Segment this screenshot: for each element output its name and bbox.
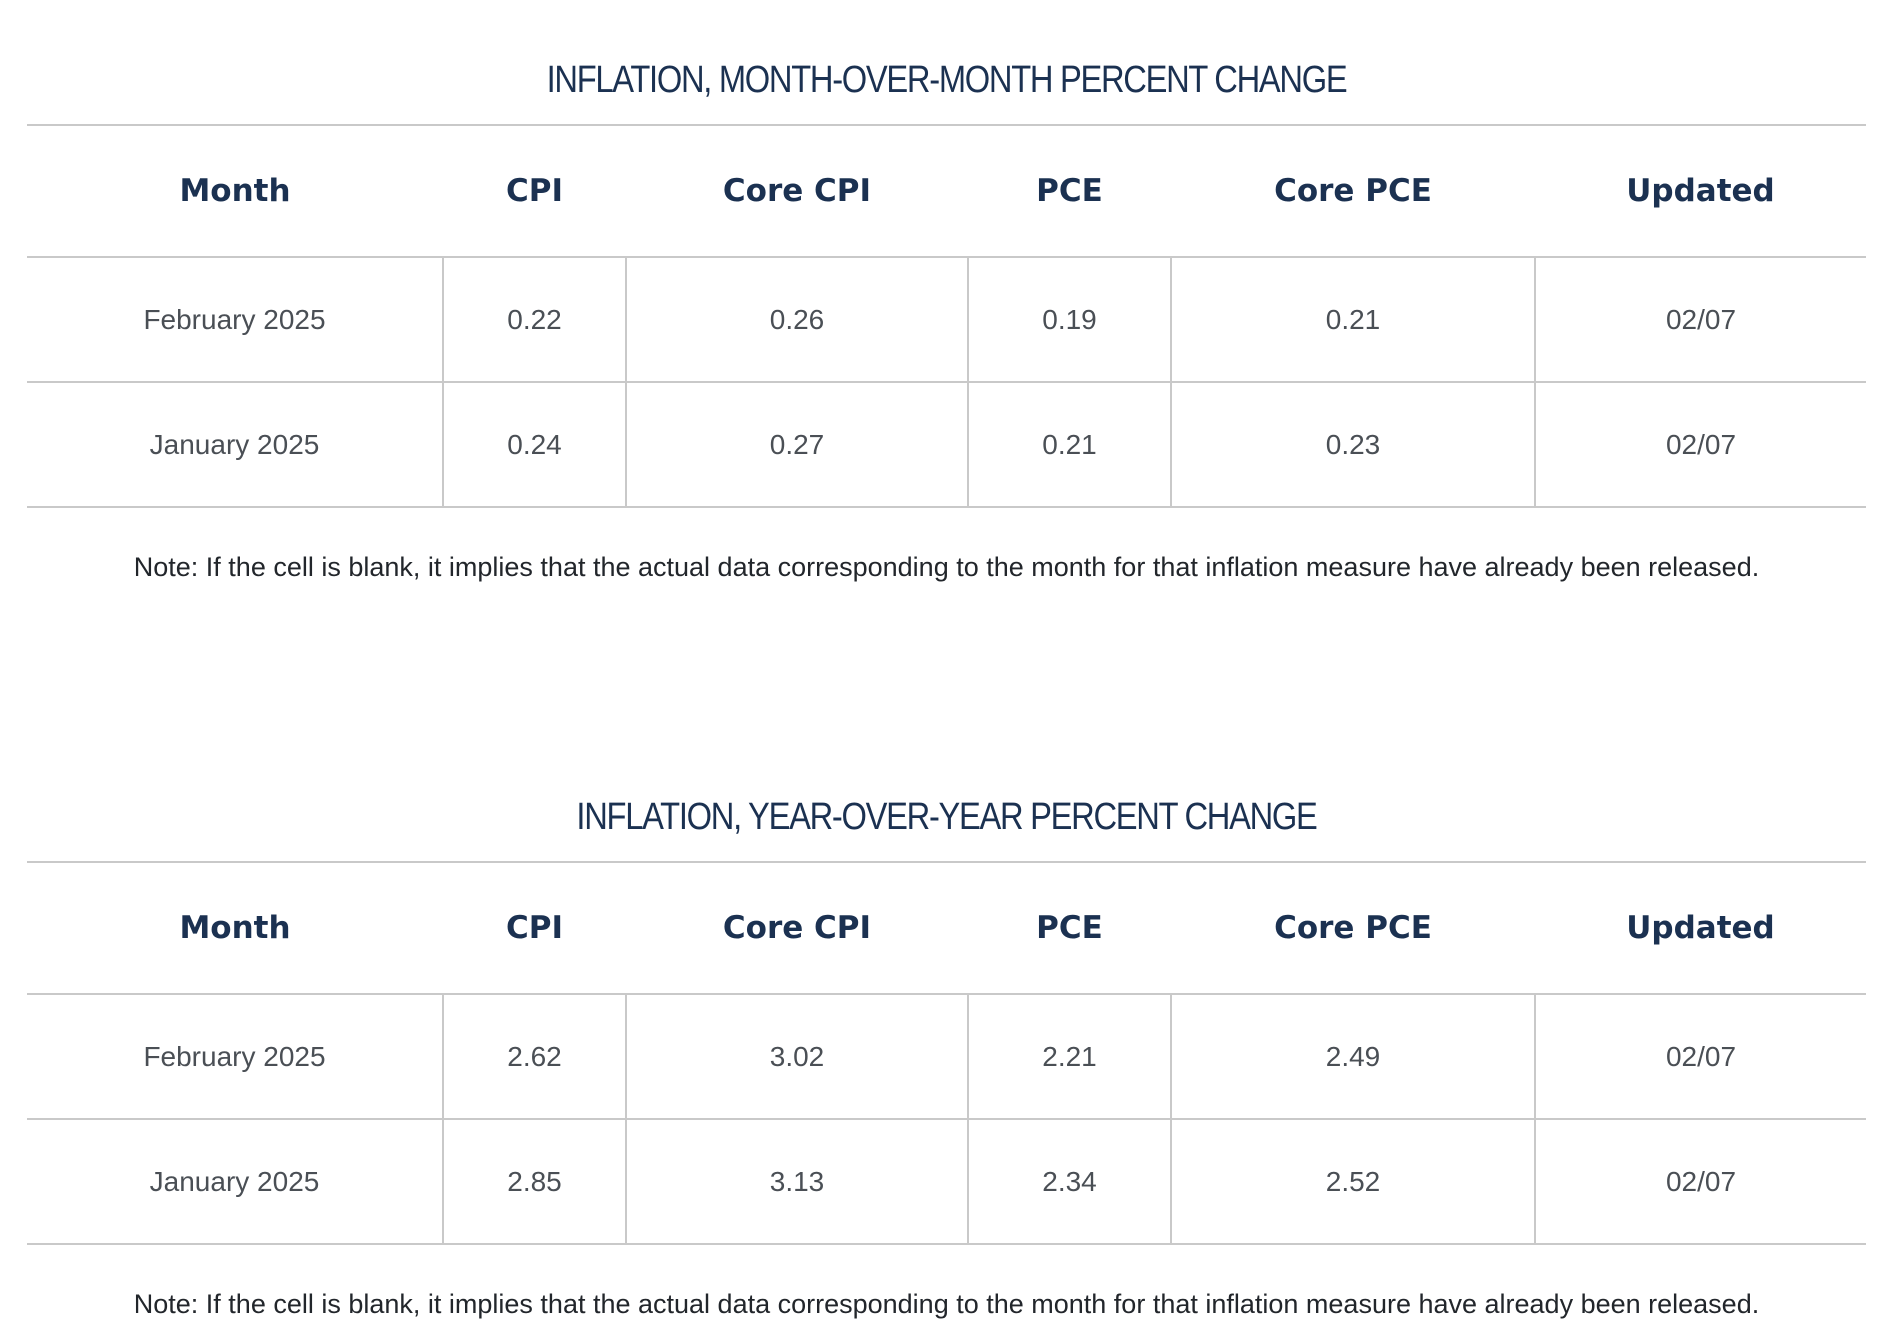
cell-pce: 2.34 <box>968 1119 1171 1244</box>
column-header-month: Month <box>27 125 443 257</box>
table-row <box>27 994 1866 1119</box>
cell-cpi: 0.22 <box>443 257 626 382</box>
cell-updated: 02/07 <box>1535 257 1866 382</box>
table-header-row <box>27 862 1866 994</box>
table-row <box>27 257 1866 382</box>
table-header-row <box>27 125 1866 257</box>
mom-inflation-section <box>27 48 1866 583</box>
column-header-month: Month <box>27 862 443 994</box>
cell-month: January 2025 <box>27 382 443 507</box>
cell-pce: 0.19 <box>968 257 1171 382</box>
cell-core-pce: 2.49 <box>1171 994 1535 1119</box>
yoy-table-title: INFLATION, YEAR-OVER-YEAR PERCENT CHANGE <box>576 796 1317 838</box>
column-header-updated: Updated <box>1535 862 1866 994</box>
column-header-pce: PCE <box>968 125 1171 257</box>
cell-core-pce: 0.23 <box>1171 382 1535 507</box>
cell-core-cpi: 3.13 <box>626 1119 968 1244</box>
cell-core-cpi: 0.27 <box>626 382 968 507</box>
cell-month: February 2025 <box>27 257 443 382</box>
cell-month: February 2025 <box>27 994 443 1119</box>
yoy-inflation-section <box>27 785 1866 1320</box>
column-header-pce: PCE <box>968 862 1171 994</box>
mom-table-title: INFLATION, MONTH-OVER-MONTH PERCENT CHANGE <box>546 59 1347 101</box>
cell-updated: 02/07 <box>1535 994 1866 1119</box>
cell-pce: 0.21 <box>968 382 1171 507</box>
cell-cpi: 0.24 <box>443 382 626 507</box>
table-note: Note: If the cell is blank, it implies that the actual data corresponding to the month for that inflation measure have already been released. <box>133 552 1760 582</box>
column-header-cpi: CPI <box>443 862 626 994</box>
column-header-cpi: CPI <box>443 125 626 257</box>
cell-core-pce: 0.21 <box>1171 257 1535 382</box>
column-header-updated: Updated <box>1535 125 1866 257</box>
cell-updated: 02/07 <box>1535 382 1866 507</box>
cell-pce: 2.21 <box>968 994 1171 1119</box>
mom-inflation-table <box>27 124 1866 508</box>
cell-core-cpi: 3.02 <box>626 994 968 1119</box>
column-header-core-pce: Core PCE <box>1171 125 1535 257</box>
column-header-core-cpi: Core CPI <box>626 862 968 994</box>
cell-core-pce: 2.52 <box>1171 1119 1535 1244</box>
column-header-core-pce: Core PCE <box>1171 862 1535 994</box>
cell-core-cpi: 0.26 <box>626 257 968 382</box>
yoy-inflation-table <box>27 861 1866 1245</box>
cell-cpi: 2.62 <box>443 994 626 1119</box>
cell-updated: 02/07 <box>1535 1119 1866 1244</box>
table-note: Note: If the cell is blank, it implies that the actual data corresponding to the month for that inflation measure have already been released. <box>133 1289 1760 1319</box>
cell-cpi: 2.85 <box>443 1119 626 1244</box>
table-row <box>27 1119 1866 1244</box>
table-row <box>27 382 1866 507</box>
cell-month: January 2025 <box>27 1119 443 1244</box>
column-header-core-cpi: Core CPI <box>626 125 968 257</box>
